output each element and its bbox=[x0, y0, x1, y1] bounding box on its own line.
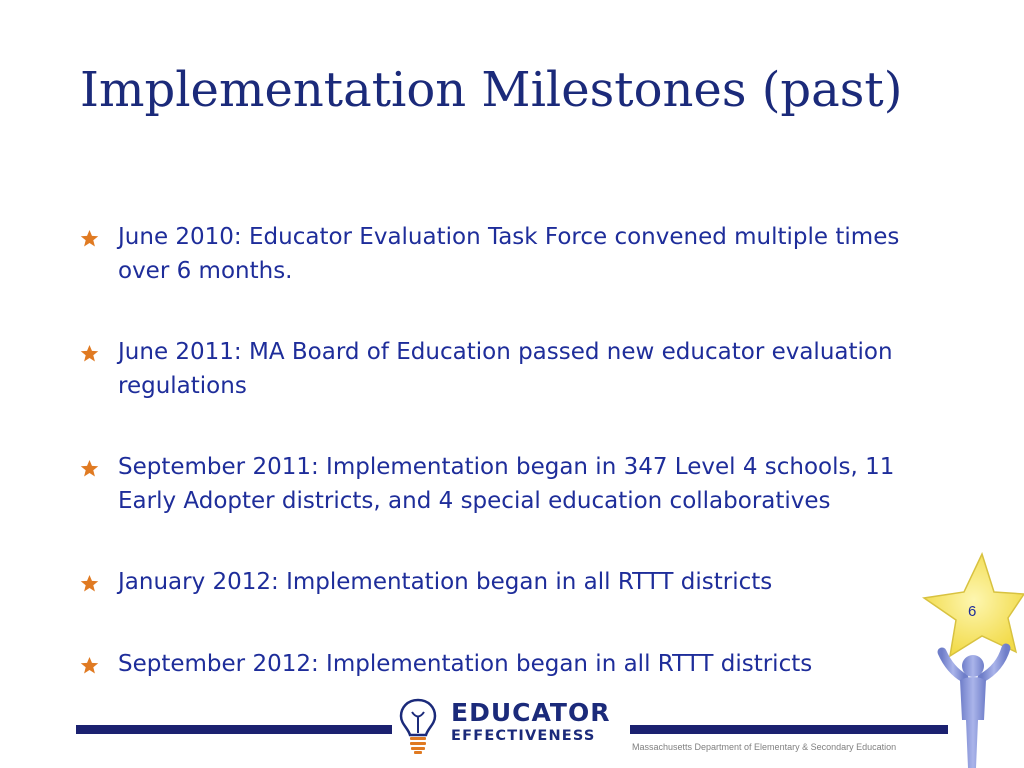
bullet-item bbox=[80, 335, 940, 403]
bullet-item bbox=[80, 220, 940, 288]
bullet-item bbox=[80, 565, 940, 599]
star-icon bbox=[80, 344, 99, 363]
star-figure-icon bbox=[920, 552, 1024, 768]
lightbulb-icon bbox=[398, 697, 438, 755]
star-icon bbox=[80, 656, 99, 675]
star-icon bbox=[80, 459, 99, 478]
bullet-text: June 2010: Educator Evaluation Task Force convened multiple times over 6 months. bbox=[118, 224, 900, 284]
divider-right bbox=[630, 725, 948, 734]
logo-text-effectiveness: EFFECTIVENESS bbox=[451, 728, 596, 744]
educator-effectiveness-logo bbox=[398, 697, 624, 755]
bullet-text: September 2011: Implementation began in 347 Level 4 schools, 11 Early Adopter districts, and 4 special education collaboratives bbox=[118, 454, 895, 514]
logo-text-educator: EDUCATOR bbox=[451, 698, 611, 727]
bullet-text: January 2012: Implementation began in all RTTT districts bbox=[118, 569, 773, 595]
star-icon bbox=[80, 574, 99, 593]
bullet-item bbox=[80, 647, 940, 681]
bullet-text: June 2011: MA Board of Education passed new educator evaluation regulations bbox=[118, 339, 893, 399]
bullet-item bbox=[80, 450, 940, 518]
page-number: 6 bbox=[968, 603, 977, 620]
divider-left bbox=[76, 725, 392, 734]
bullet-text: September 2012: Implementation began in all RTTT districts bbox=[118, 651, 813, 677]
bullet-list bbox=[80, 220, 940, 728]
slide-title: Implementation Milestones (past) bbox=[80, 62, 903, 118]
star-icon bbox=[80, 229, 99, 248]
footer-text: Massachusetts Department of Elementary & Secondary Education bbox=[632, 742, 897, 752]
